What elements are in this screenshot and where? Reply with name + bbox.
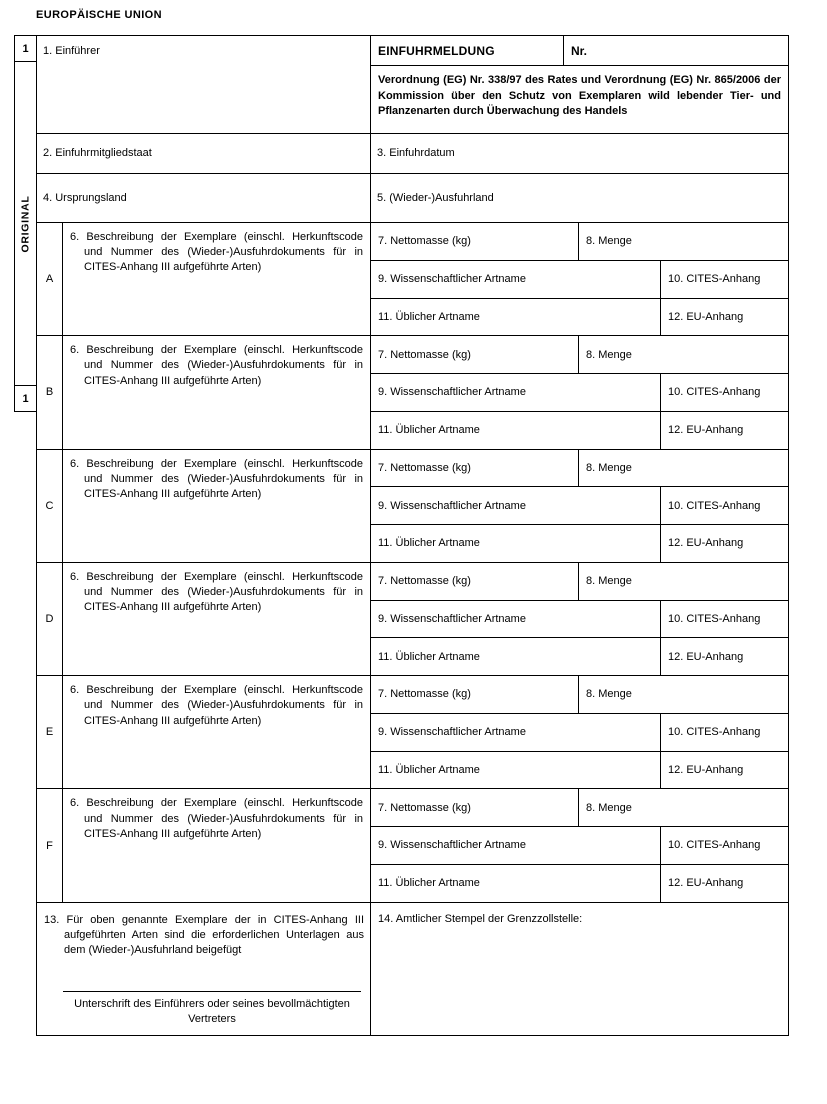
field-5-label: 5. (Wieder-)Ausfuhrland (377, 191, 494, 204)
field-7-net-mass-cell: 7. Nettomasse (kg) (371, 789, 579, 826)
field-8-quantity-cell: 8. Menge (586, 461, 632, 474)
species-row-b (37, 336, 788, 449)
sub-row-mass-quantity (371, 676, 788, 714)
field-14-customs-stamp-cell (371, 903, 788, 1035)
field-10-cites-annex-cell: 10. CITES-Anhang (668, 612, 761, 625)
field-9-scientific-name-cell: 9. Wissenschaftlicher Artname (371, 601, 661, 638)
field-7-net-mass-cell: 7. Nettomasse (kg) (371, 563, 579, 600)
field-12-eu-annex-cell: 12. EU-Anhang (668, 310, 744, 323)
field-1-importer-cell (37, 36, 371, 133)
sub-row-common-name (371, 865, 788, 902)
sub-row-scientific-name (371, 601, 788, 639)
species-row-c (37, 450, 788, 563)
field-10-cites-annex-cell: 10. CITES-Anhang (668, 499, 761, 512)
sub-row-mass-quantity (371, 336, 788, 374)
row-origin-reexport (37, 174, 788, 223)
species-detail-block (371, 676, 788, 788)
field-12-eu-annex-cell: 12. EU-Anhang (668, 537, 744, 550)
original-label: ORIGINAL (19, 195, 32, 252)
field-9-scientific-name-cell: 9. Wissenschaftlicher Artname (371, 827, 661, 864)
field-12-eu-annex-cell: 12. EU-Anhang (668, 877, 744, 890)
species-row-d (37, 563, 788, 676)
field-3-import-date-cell (371, 134, 788, 173)
row-letter: B (37, 336, 63, 448)
sub-row-scientific-name (371, 487, 788, 525)
sub-row-common-name (371, 525, 788, 562)
field-8-quantity-cell: 8. Menge (586, 235, 632, 248)
sub-row-mass-quantity (371, 450, 788, 488)
field-4-label: 4. Ursprungsland (43, 191, 127, 204)
sub-row-mass-quantity (371, 223, 788, 261)
field-8-quantity-cell: 8. Menge (586, 688, 632, 701)
form-number-cell: Nr. (571, 43, 588, 58)
field-10-cites-annex-cell: 10. CITES-Anhang (668, 273, 761, 285)
field-1-label: 1. Einführer (43, 45, 100, 57)
sub-row-scientific-name (371, 714, 788, 752)
copy-label-box (14, 62, 37, 385)
form-title: EINFUHRMELDUNG (371, 36, 564, 65)
field-7-net-mass-cell: 7. Nettomasse (kg) (371, 336, 579, 373)
field-11-common-name-cell: 11. Üblicher Artname (371, 299, 661, 336)
species-detail-block (371, 223, 788, 335)
field-9-scientific-name-cell: 9. Wissenschaftlicher Artname (371, 487, 661, 524)
field-12-eu-annex-cell: 12. EU-Anhang (668, 763, 744, 776)
row-importer-title (37, 36, 788, 134)
field-6-description-cell (63, 336, 371, 448)
field-6-label: 6. Beschreibung der Exemplare (einschl. Herkunftscode und Nummer des (Wieder-)Ausfuhrdokuments für in CITES-Anhang III aufgeführte Arten) (70, 231, 363, 274)
field-5-reexport-country-cell (371, 174, 788, 222)
field-11-common-name-cell: 11. Üblicher Artname (371, 865, 661, 902)
copy-number-bottom: 1 (14, 385, 37, 412)
species-row-f (37, 789, 788, 902)
form-table (36, 35, 789, 1036)
copy-number-top: 1 (14, 35, 37, 62)
field-6-description-cell (63, 450, 371, 562)
field-2-label: 2. Einfuhrmitgliedstaat (43, 147, 152, 160)
field-13-documents-cell (37, 903, 371, 1035)
sub-row-mass-quantity (371, 563, 788, 601)
row-letter: A (37, 223, 63, 335)
sub-row-mass-quantity (371, 789, 788, 827)
species-row-a (37, 223, 788, 336)
field-6-label: 6. Beschreibung der Exemplare (einschl. Herkunftscode und Nummer des (Wieder-)Ausfuhrdokuments für in CITES-Anhang III aufgeführte Arten) (70, 570, 363, 614)
sub-row-scientific-name (371, 261, 788, 299)
title-row (371, 36, 788, 66)
row-member-state-date (37, 134, 788, 174)
row-letter: D (37, 563, 63, 675)
field-3-label: 3. Einfuhrdatum (377, 147, 455, 160)
field-12-eu-annex-cell: 12. EU-Anhang (668, 650, 744, 663)
species-detail-block (371, 336, 788, 448)
field-10-cites-annex-cell: 10. CITES-Anhang (668, 386, 761, 399)
species-detail-block (371, 563, 788, 675)
field-11-common-name-cell: 11. Üblicher Artname (371, 752, 661, 789)
signature-line (63, 991, 361, 992)
field-11-common-name-cell: 11. Üblicher Artname (371, 412, 661, 449)
sub-row-common-name (371, 412, 788, 449)
field-4-country-of-origin-cell (37, 174, 371, 222)
sub-row-common-name (371, 299, 788, 336)
field-9-scientific-name-cell: 9. Wissenschaftlicher Artname (371, 374, 661, 411)
field-12-eu-annex-cell: 12. EU-Anhang (668, 424, 744, 437)
field-6-label: 6. Beschreibung der Exemplare (einschl. Herkunftscode und Nummer des (Wieder-)Ausfuhrdokuments für in CITES-Anhang III aufgeführte Arten) (70, 457, 363, 500)
document-header: EUROPÄISCHE UNION (36, 9, 162, 21)
field-7-net-mass-cell: 7. Nettomasse (kg) (371, 450, 579, 487)
field-8-quantity-cell: 8. Menge (586, 801, 632, 814)
field-6-label: 6. Beschreibung der Exemplare (einschl. Herkunftscode und Nummer des (Wieder-)Ausfuhrdokuments für in CITES-Anhang III aufgeführte Arten) (70, 344, 363, 387)
field-6-description-cell (63, 789, 371, 901)
row-documents-stamp (37, 903, 788, 1035)
title-block (371, 36, 788, 133)
field-6-description-cell (63, 676, 371, 788)
field-6-label: 6. Beschreibung der Exemplare (einschl. Herkunftscode und Nummer des (Wieder-)Ausfuhrdokuments für in CITES-Anhang III aufgeführte Arten) (70, 797, 363, 840)
sub-row-common-name (371, 752, 788, 789)
signature-block (63, 991, 361, 1026)
field-8-quantity-cell: 8. Menge (586, 575, 632, 588)
field-11-common-name-cell: 11. Üblicher Artname (371, 638, 661, 675)
field-6-description-cell (63, 563, 371, 675)
field-13-label: 13. Für oben genannte Exemplare der in CITES-Anhang III aufgeführten Arten sind die erforderlichen Unterlagen aus dem (Wieder-)Ausfuhrland beigefügt (44, 913, 364, 957)
field-7-net-mass-cell: 7. Nettomasse (kg) (371, 676, 579, 713)
sub-row-common-name (371, 638, 788, 675)
row-letter: C (37, 450, 63, 562)
field-9-scientific-name-cell: 9. Wissenschaftlicher Artname (371, 714, 661, 751)
sub-row-scientific-name (371, 827, 788, 865)
field-14-label: 14. Amtlicher Stempel der Grenzzollstelle: (378, 912, 583, 925)
field-8-quantity-cell: 8. Menge (586, 348, 632, 361)
species-detail-block (371, 450, 788, 562)
field-7-net-mass-cell: 7. Nettomasse (kg) (371, 223, 579, 260)
row-letter: F (37, 789, 63, 901)
field-11-common-name-cell: 11. Üblicher Artname (371, 525, 661, 562)
signature-caption: Unterschrift des Einführers oder seines bevollmächtigten Vertreters (74, 998, 350, 1025)
field-10-cites-annex-cell: 10. CITES-Anhang (668, 839, 761, 852)
field-6-label: 6. Beschreibung der Exemplare (einschl. Herkunftscode und Nummer des (Wieder-)Ausfuhrdokuments für in CITES-Anhang III aufgeführte Arten) (70, 684, 363, 727)
sub-row-scientific-name (371, 374, 788, 412)
row-letter: E (37, 676, 63, 788)
species-row-e (37, 676, 788, 789)
field-2-import-member-state-cell (37, 134, 371, 173)
field-10-cites-annex-cell: 10. CITES-Anhang (668, 726, 761, 739)
species-detail-block (371, 789, 788, 901)
field-6-description-cell (63, 223, 371, 335)
regulation-text: Verordnung (EG) Nr. 338/97 des Rates und Verordnung (EG) Nr. 865/2006 der Kommission über den Schutz von Exemplaren wild lebender Tier- und Pflanzenarten durch Überwachung des Handels (378, 74, 781, 118)
field-9-scientific-name-cell: 9. Wissenschaftlicher Artname (371, 261, 661, 298)
